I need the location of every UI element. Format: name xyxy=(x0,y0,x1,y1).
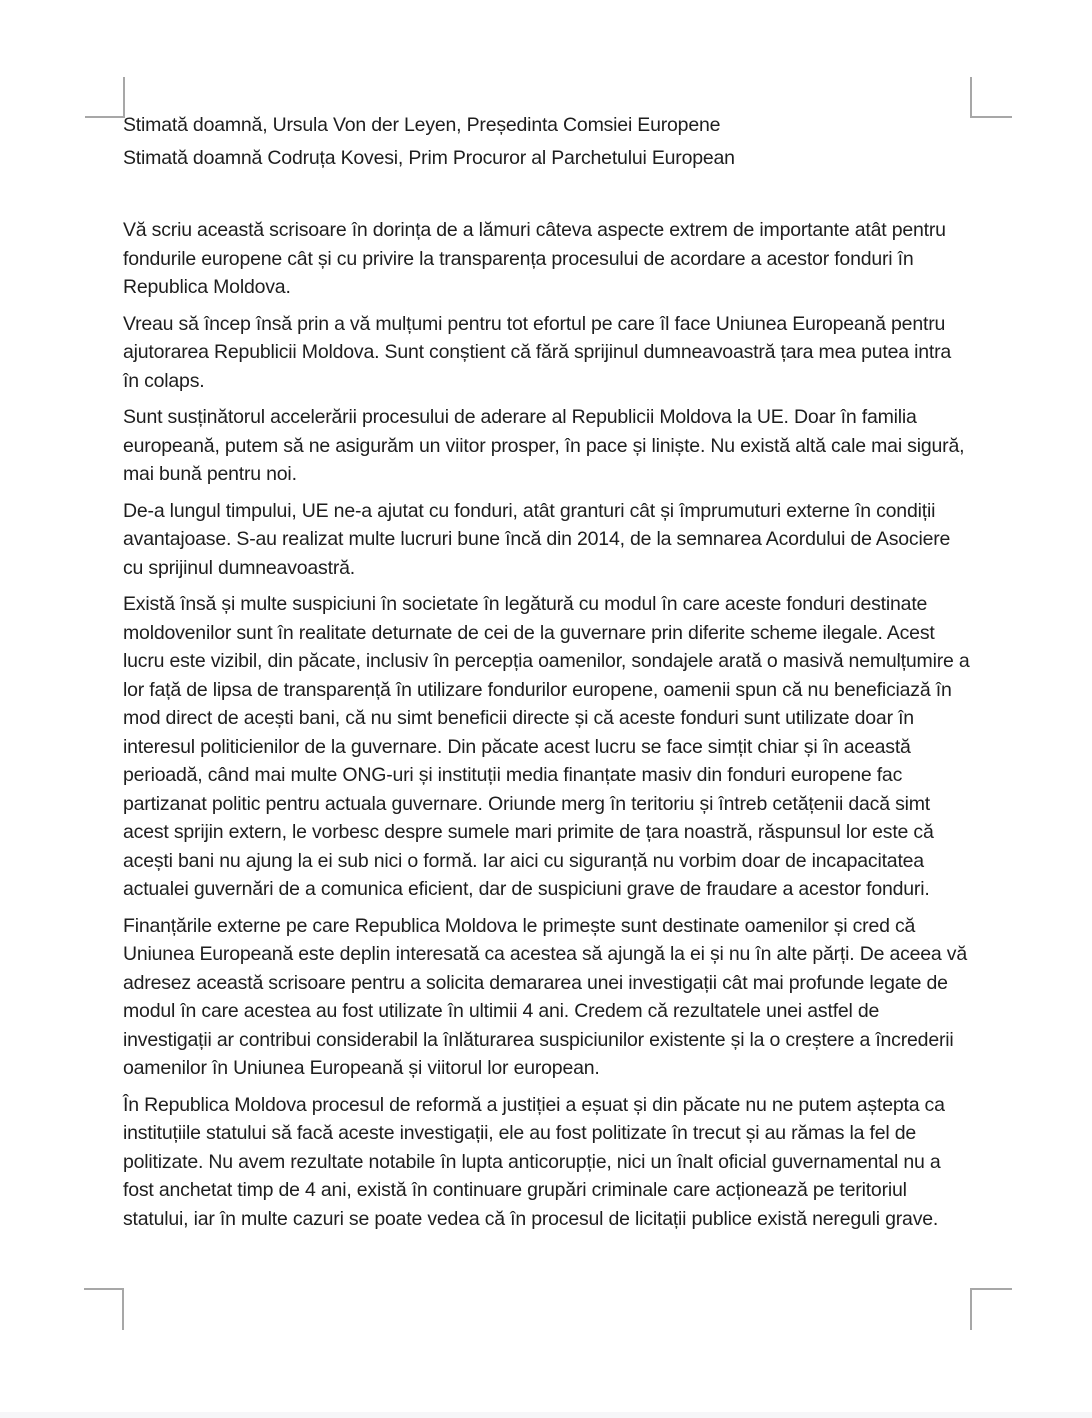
salutation-line-1: Stimată doamnă, Ursula Von der Leyen, Președinta Comsiei Europene xyxy=(123,114,721,136)
text-boundary-mark-top-right xyxy=(970,77,1012,118)
paragraph-3: Sunt susținătorul accelerării procesului de aderare al Republicii Moldova la UE. Doar în familia europeană, putem să ne asigurăm un viitor prosper, în pace și liniște. Nu există altă cale mai sigură, mai bună pentru noi. xyxy=(123,406,965,485)
paragraph-2: Vreau să încep însă prin a vă mulțumi pentru tot efortul pe care îl face Uniunea Europeană pentru ajutorarea Republicii Moldova. Sunt conștient că fără sprijinul dumneavoastră țara mea putea intra în colaps. xyxy=(123,312,952,392)
paragraph-5: Există însă și multe suspiciuni în societate în legătură cu modul în care aceste fonduri destinate moldovenilor sunt în realitate deturnate de cei de la guvernare prin diferite scheme ilegale. Acest lucru este vizibil, din păcate, inclusiv în percepția oamenilor, sondajele arată o masivă nemulțumire a lor față de lipsa de transparență în utilizare fondurilor europene, oamenii spun că nu beneficiază în mod direct de acești bani, că nu simt beneficii directe și că aceste fonduri sunt utilizate doar în interesul politicienilor de la guvernare. Din păcate acest lucru se face simțit chiar și în această perioadă, când mai multe ONG-uri și instituții media finanțate masiv din fonduri europene fac partizanat politic pentru actuala guvernare. Oriunde merg în teritoriu și întreb cetățenii dacă simt acest sprijin extern, le vorbesc despre sumele mari primite de țara noastră, răspunsul lor este că acești bani nu ajung la ei sub nici o formă. Iar aici cu siguranță nu vorbim doar de incapacitatea actualei guvernări de a comunica eficient, dar de suspiciuni grave de fraudare a acestor fonduri. xyxy=(123,593,970,900)
paragraph-7: În Republica Moldova procesul de reformă a justiției a eșuat și din păcate nu ne putem aștepta ca instituțiile statului să facă aceste investigații, ele au fost politizate în trecut și au rămas la fel de politizate. Nu avem rezultate notabile în lupta anticorupție, nici un înalt oficial guvernamental nu a fost anchetat timp de 4 ani, există în continuare grupări criminale care acționează pe teritoriul statului, iar în multe cazuri se poate vedea că în procesul de licitații publice există nereguli grave. xyxy=(123,1093,945,1230)
page-bottom-edge xyxy=(0,1412,1092,1418)
paragraph-4: De-a lungul timpului, UE ne-a ajutat cu fonduri, atât granturi cât și împrumuturi externe în condiții avantajoase. S-au realizat multe lucruri bune încă din 2014, de la semnarea Acordului de Asociere cu sprijinul dumneavoastră. xyxy=(123,499,951,579)
text-boundary-mark-bottom-left xyxy=(84,1288,124,1330)
text-boundary-mark-bottom-right xyxy=(970,1288,1012,1330)
salutation-line-2: Stimată doamnă Codruța Kovesi, Prim Procuror al Parchetului European xyxy=(123,146,735,169)
letter-body xyxy=(123,111,971,1241)
paragraph-1: Vă scriu această scrisoare în dorința de a lămuri câteva aspecte extrem de importante atât pentru fondurile europene cât și cu privire la transparența procesului de acordare a acestor fonduri în Republica Moldova. xyxy=(123,219,946,298)
text-boundary-mark-top-left xyxy=(85,77,125,118)
paragraph-6: Finanțările externe pe care Republica Moldova le primește sunt destinate oamenilor și cred că Uniunea Europeană este deplin interesată ca acestea să ajungă la ei și nu în alte părți. De aceea vă adresez această scrisoare pentru a solicita demararea unei investigații cât mai profunde legate de modul în care acestea au fost utilizate în ultimii 4 ani. Credem că rezultatele unei astfel de investigații ar contribui considerabil la înlăturarea suspiciunilor existente și la o creștere a încrederii oamenilor în Uniunea Europeană și viitorul lor european. xyxy=(123,914,967,1079)
